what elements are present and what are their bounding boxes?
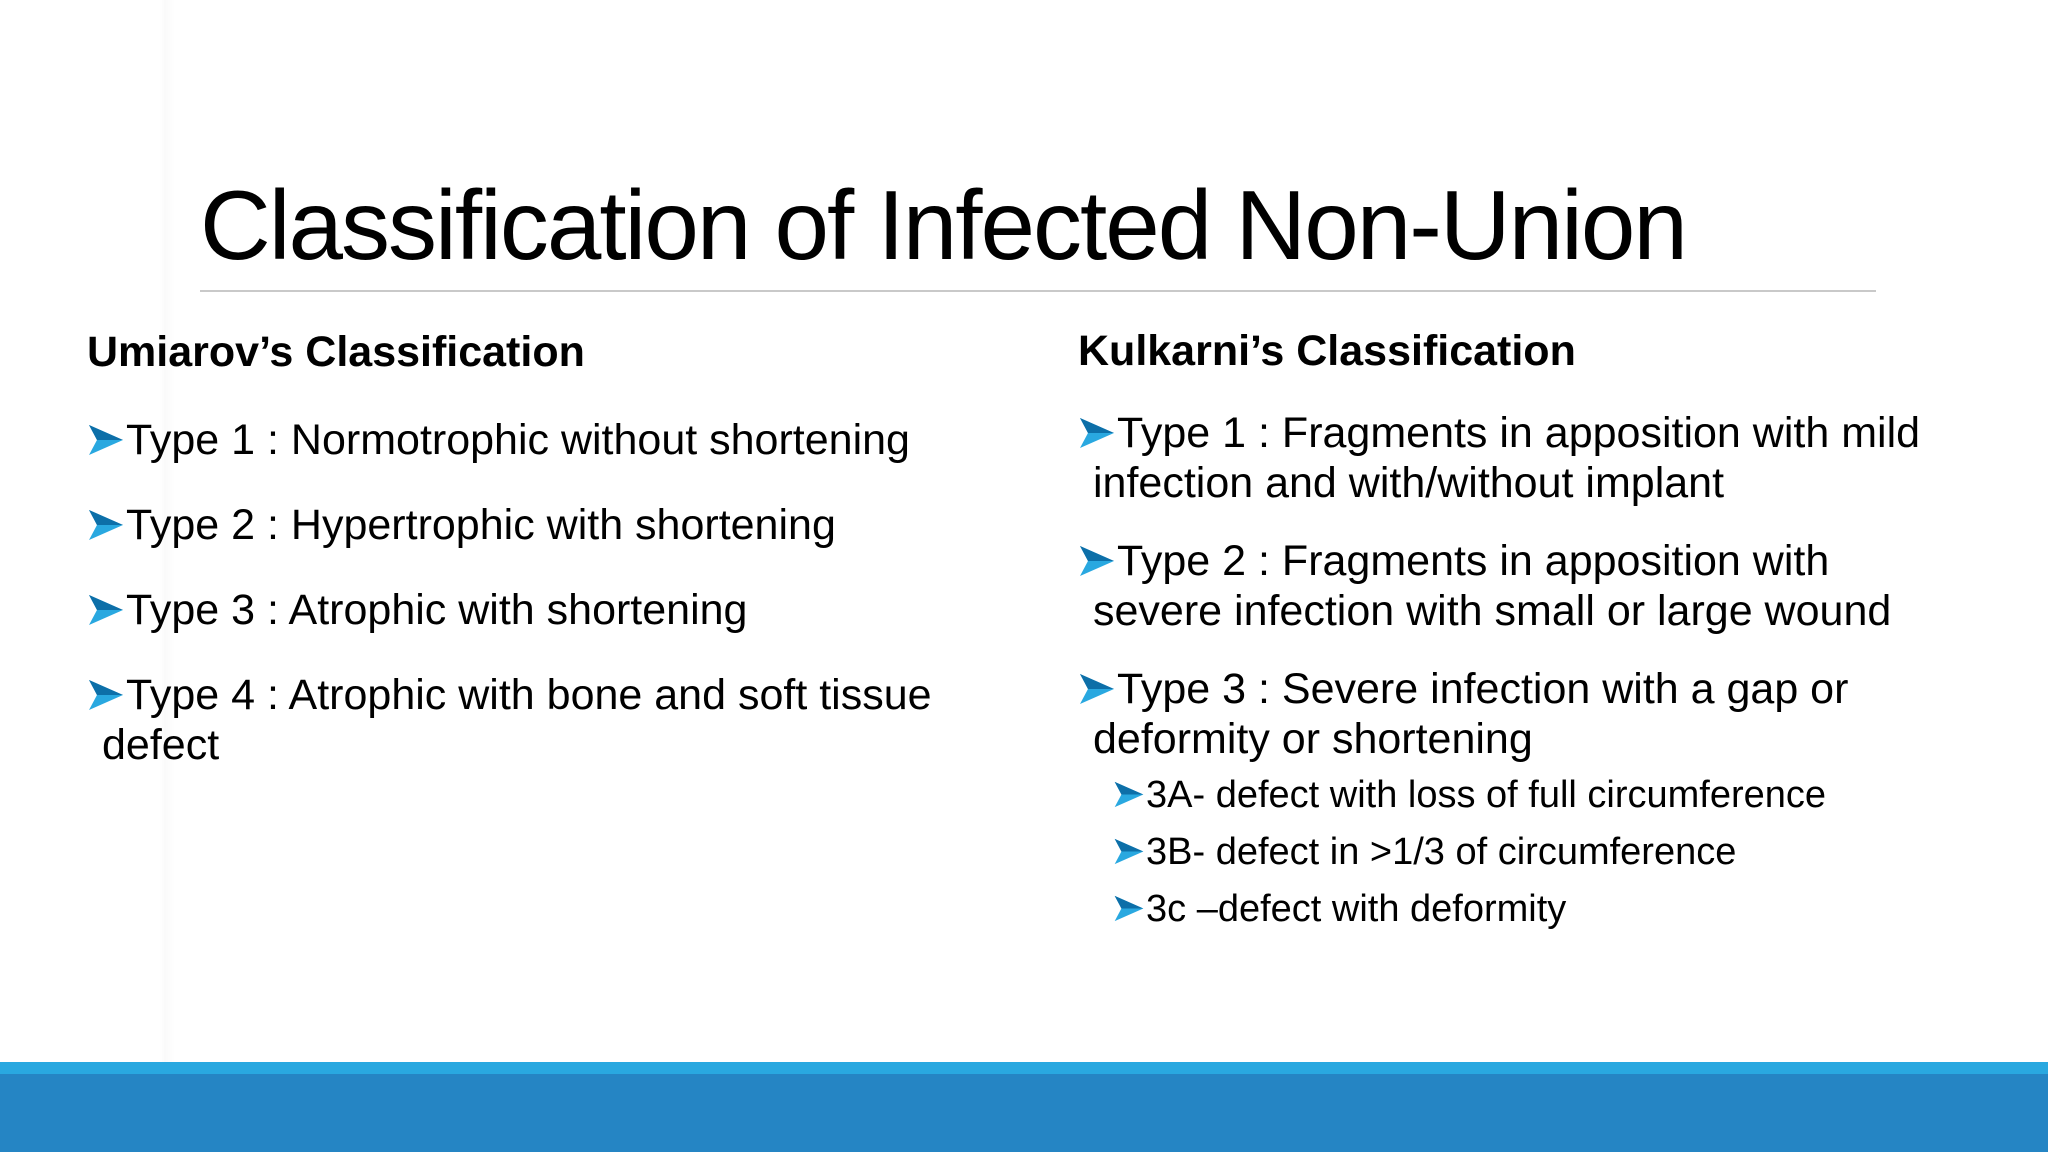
kulkarni-subitem-3a-text: 3A- defect with loss of full circumference	[1146, 774, 1827, 816]
umiarov-heading: Umiarov’s Classification	[87, 328, 585, 376]
arrow-bullet-icon	[87, 593, 125, 627]
kulkarni-heading: Kulkarni’s Classification	[1078, 327, 1576, 375]
umiarov-item-4	[87, 670, 932, 770]
umiarov-item-3-text: Type 3 : Atrophic with shortening	[126, 586, 748, 634]
kulkarni-subitem-3b-text: 3B- defect in >1/3 of circumference	[1146, 831, 1737, 873]
title-divider	[200, 290, 1876, 292]
umiarov-item-4-text: Type 4 : Atrophic with bone and soft tissue	[126, 671, 932, 719]
arrow-bullet-icon	[1078, 672, 1116, 706]
umiarov-item-3	[87, 585, 747, 635]
umiarov-item-4-continuation: defect	[102, 721, 220, 769]
arrow-bullet-icon	[87, 423, 125, 457]
kulkarni-item-2-continuation: severe infection with small or large wound	[1093, 587, 1892, 635]
umiarov-item-2	[87, 500, 836, 550]
kulkarni-subitem-3c	[1113, 887, 1566, 931]
umiarov-item-1-text: Type 1 : Normotrophic without shortening	[126, 416, 910, 464]
kulkarni-subitem-3c-text: 3c –defect with deformity	[1146, 888, 1567, 930]
umiarov-item-2-text: Type 2 : Hypertrophic with shortening	[126, 501, 836, 549]
kulkarni-item-1	[1078, 408, 1920, 508]
footer-accent-stripe	[0, 1062, 2048, 1074]
footer-band	[0, 1074, 2048, 1152]
kulkarni-item-2	[1078, 536, 1891, 636]
arrow-bullet-icon	[1113, 894, 1145, 923]
slide-title: Classification of Infected Non-Union	[200, 170, 1686, 280]
arrow-bullet-icon	[1078, 544, 1116, 578]
arrow-bullet-icon	[87, 678, 125, 712]
kulkarni-item-3-text: Type 3 : Severe infection with a gap or	[1117, 665, 1849, 713]
umiarov-item-1	[87, 415, 910, 465]
arrow-bullet-icon	[1113, 780, 1145, 809]
kulkarni-subitem-3a	[1113, 773, 1826, 817]
arrow-bullet-icon	[87, 508, 125, 542]
kulkarni-subitem-3b	[1113, 830, 1736, 874]
kulkarni-item-1-continuation: infection and with/without implant	[1093, 459, 1725, 507]
kulkarni-item-3	[1078, 664, 1848, 764]
kulkarni-item-1-text: Type 1 : Fragments in apposition with mild	[1117, 409, 1921, 457]
arrow-bullet-icon	[1113, 837, 1145, 866]
kulkarni-item-2-text: Type 2 : Fragments in apposition with	[1117, 537, 1830, 585]
kulkarni-item-3-continuation: deformity or shortening	[1093, 715, 1533, 763]
arrow-bullet-icon	[1078, 416, 1116, 450]
